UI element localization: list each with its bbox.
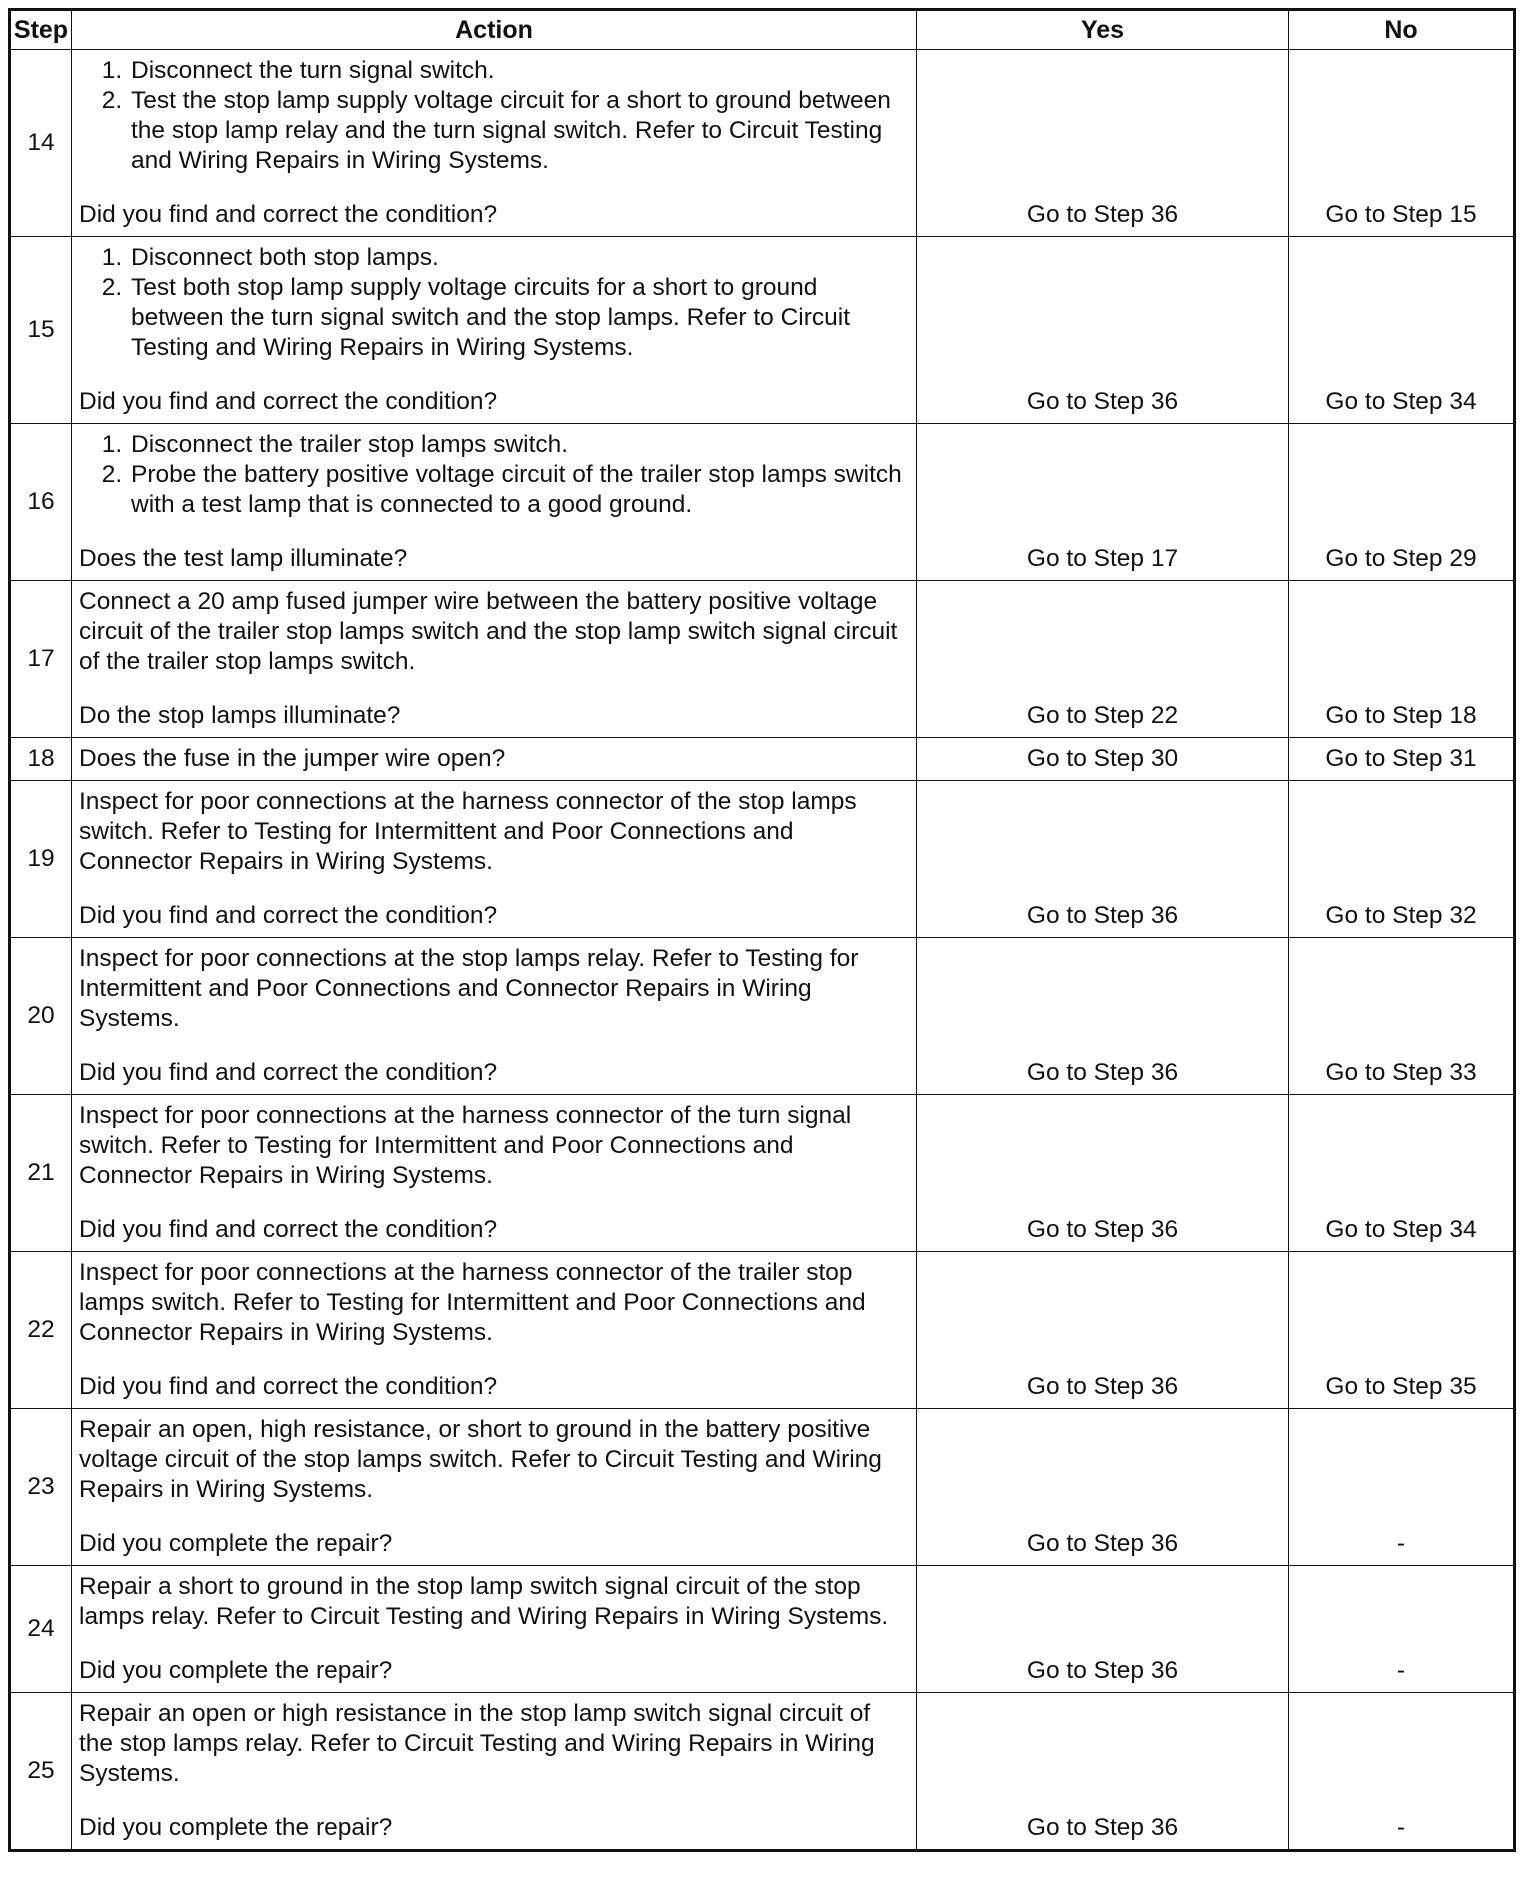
no-result: Go to Step 34 xyxy=(1289,237,1515,424)
step-number: 23 xyxy=(10,1409,72,1566)
action-question: Does the test lamp illuminate? xyxy=(79,545,408,572)
yes-result: Go to Step 36 xyxy=(917,1095,1289,1252)
action-question: Do the stop lamps illuminate? xyxy=(79,702,401,729)
header-action: Action xyxy=(72,10,917,50)
action-text: Inspect for poor connections at the harness connector of the turn signal switch. Refer to Testing for Intermittent and Poor Connections and Connector Repairs in Wiring Systems. xyxy=(79,1102,852,1189)
action-question: Did you find and correct the condition? xyxy=(79,388,498,415)
yes-result: Go to Step 36 xyxy=(917,1252,1289,1409)
table-row xyxy=(10,938,1515,1095)
no-result: Go to Step 32 xyxy=(1289,781,1515,938)
action-question: Did you complete the repair? xyxy=(79,1530,393,1557)
table-row xyxy=(10,1095,1515,1252)
table-row xyxy=(10,237,1515,424)
no-result: Go to Step 34 xyxy=(1289,1095,1515,1252)
no-result: Go to Step 18 xyxy=(1289,581,1515,738)
step-number: 24 xyxy=(10,1566,72,1693)
action-cell xyxy=(72,781,917,938)
no-result: - xyxy=(1289,1409,1515,1566)
no-result: - xyxy=(1289,1693,1515,1851)
action-question: Did you find and correct the condition? xyxy=(79,1373,498,1400)
no-result: Go to Step 29 xyxy=(1289,424,1515,581)
step-number: 25 xyxy=(10,1693,72,1851)
step-number: 15 xyxy=(10,237,72,424)
action-question: Did you complete the repair? xyxy=(79,1814,393,1841)
action-list-item: 2. Test both stop lamp supply voltage circuits for a short to ground between the turn signal switch and the stop lamps. Refer to Circuit Testing and Wiring Repairs in Wiring Systems. xyxy=(129,273,910,363)
action-cell xyxy=(72,50,917,237)
action-list xyxy=(79,430,910,520)
table-row xyxy=(10,1409,1515,1566)
table-row xyxy=(10,424,1515,581)
action-text: Connect a 20 amp fused jumper wire between the battery positive voltage circuit of the trailer stop lamps switch and the stop lamp switch signal circuit of the trailer stop lamps switch. xyxy=(79,588,898,675)
table-row xyxy=(10,1693,1515,1851)
action-question: Did you find and correct the condition? xyxy=(79,902,498,929)
no-result: Go to Step 35 xyxy=(1289,1252,1515,1409)
action-cell xyxy=(72,738,917,781)
header-no: No xyxy=(1289,10,1515,50)
yes-result: Go to Step 17 xyxy=(917,424,1289,581)
no-result: Go to Step 33 xyxy=(1289,938,1515,1095)
yes-result: Go to Step 36 xyxy=(917,237,1289,424)
action-cell xyxy=(72,938,917,1095)
action-list-item: 1. Disconnect the trailer stop lamps switch. xyxy=(129,430,910,460)
table-row xyxy=(10,1252,1515,1409)
action-list xyxy=(79,243,910,363)
action-question: Did you find and correct the condition? xyxy=(79,1216,498,1243)
no-result: - xyxy=(1289,1566,1515,1693)
action-cell xyxy=(72,1693,917,1851)
action-text: Repair an open or high resistance in the stop lamp switch signal circuit of the stop lamps relay. Refer to Circuit Testing and Wiring Repairs in Wiring Systems. xyxy=(79,1700,875,1787)
no-result: Go to Step 15 xyxy=(1289,50,1515,237)
step-number: 17 xyxy=(10,581,72,738)
action-cell xyxy=(72,581,917,738)
step-number: 14 xyxy=(10,50,72,237)
action-list-item: 1. Disconnect both stop lamps. xyxy=(129,243,910,273)
table-row xyxy=(10,50,1515,237)
action-list xyxy=(79,56,910,176)
action-list-item: 1. Disconnect the turn signal switch. xyxy=(129,56,910,86)
yes-result: Go to Step 30 xyxy=(917,738,1289,781)
yes-result: Go to Step 36 xyxy=(917,50,1289,237)
action-cell xyxy=(72,424,917,581)
header-yes: Yes xyxy=(917,10,1289,50)
action-cell xyxy=(72,1252,917,1409)
action-cell xyxy=(72,1566,917,1693)
yes-result: Go to Step 36 xyxy=(917,1693,1289,1851)
action-cell xyxy=(72,237,917,424)
step-number: 18 xyxy=(10,738,72,781)
step-number: 16 xyxy=(10,424,72,581)
diagnostic-table xyxy=(8,8,1516,1852)
action-question: Did you find and correct the condition? xyxy=(79,201,498,228)
step-number: 20 xyxy=(10,938,72,1095)
table-body xyxy=(10,50,1515,1851)
no-result: Go to Step 31 xyxy=(1289,738,1515,781)
step-number: 21 xyxy=(10,1095,72,1252)
action-text: Inspect for poor connections at the harness connector of the trailer stop lamps switch. Refer to Testing for Intermittent and Poor Connections and Connector Repairs in Wiring Systems. xyxy=(79,1259,866,1346)
table-row xyxy=(10,781,1515,938)
action-text: Inspect for poor connections at the stop lamps relay. Refer to Testing for Intermittent and Poor Connections and Connector Repairs in Wiring Systems. xyxy=(79,945,859,1032)
step-number: 22 xyxy=(10,1252,72,1409)
table-row xyxy=(10,581,1515,738)
action-question: Did you find and correct the condition? xyxy=(79,1059,498,1086)
yes-result: Go to Step 36 xyxy=(917,938,1289,1095)
action-list-item: 2. Test the stop lamp supply voltage circuit for a short to ground between the stop lamp relay and the turn signal switch. Refer to Circuit Testing and Wiring Repairs in Wiring Systems. xyxy=(129,86,910,176)
action-cell xyxy=(72,1409,917,1566)
action-list-item: 2. Probe the battery positive voltage circuit of the trailer stop lamps switch with a test lamp that is connected to a good ground. xyxy=(129,460,910,520)
table-row xyxy=(10,1566,1515,1693)
yes-result: Go to Step 22 xyxy=(917,581,1289,738)
table-row xyxy=(10,738,1515,781)
action-question: Did you complete the repair? xyxy=(79,1657,393,1684)
yes-result: Go to Step 36 xyxy=(917,1409,1289,1566)
yes-result: Go to Step 36 xyxy=(917,781,1289,938)
step-number: 19 xyxy=(10,781,72,938)
diagnostic-table-container xyxy=(8,8,1516,1852)
yes-result: Go to Step 36 xyxy=(917,1566,1289,1693)
action-text: Repair an open, high resistance, or short to ground in the battery positive voltage circuit of the stop lamps switch. Refer to Circuit Testing and Wiring Repairs in Wiring Systems. xyxy=(79,1416,882,1503)
header-step: Step xyxy=(10,10,72,50)
action-question: Does the fuse in the jumper wire open? xyxy=(79,745,506,772)
action-text: Inspect for poor connections at the harness connector of the stop lamps switch. Refer to Testing for Intermittent and Poor Connections and Connector Repairs in Wiring Systems. xyxy=(79,788,857,875)
table-header-row xyxy=(10,10,1515,50)
action-text: Repair a short to ground in the stop lamp switch signal circuit of the stop lamps relay. Refer to Circuit Testing and Wiring Repairs in Wiring Systems. xyxy=(79,1573,889,1630)
action-cell xyxy=(72,1095,917,1252)
